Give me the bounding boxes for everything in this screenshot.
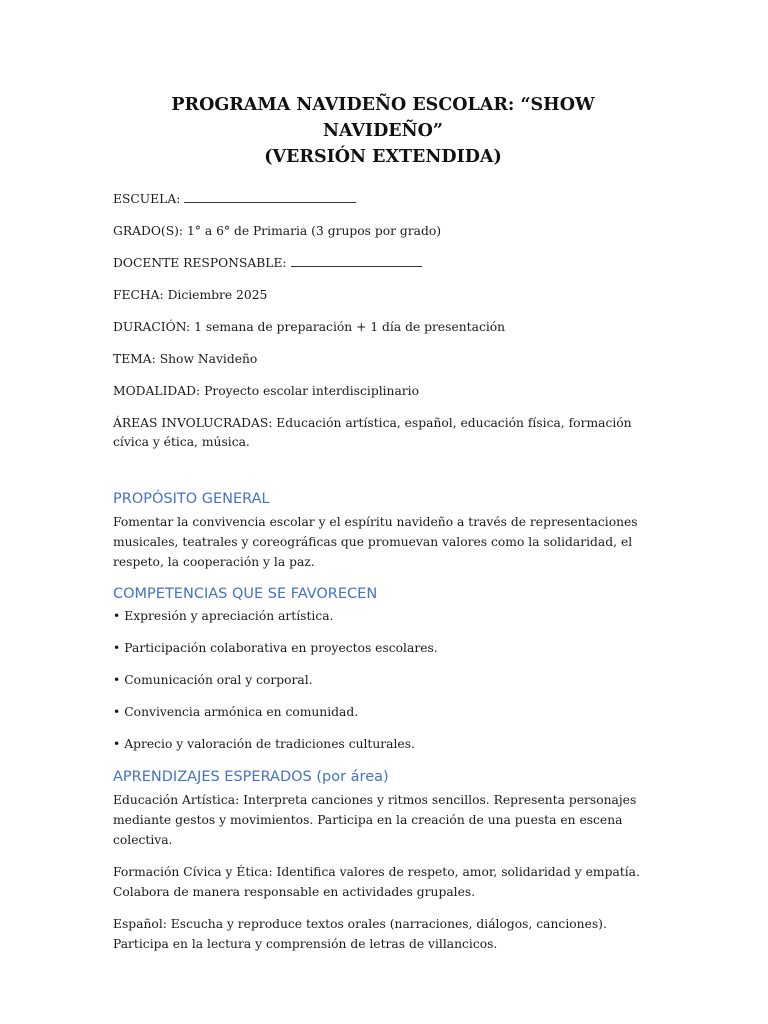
competency-item xyxy=(113,639,653,658)
teacher-label: DOCENTE RESPONSABLE: xyxy=(113,256,287,270)
title-line-2: (VERSIÓN EXTENDIDA) xyxy=(264,147,502,167)
duration-field: DURACIÓN: 1 semana de preparación + 1 día de presentación xyxy=(113,320,506,334)
areas-field: ÁREAS INVOLUCRADAS: Educación artística, español, educación física, formación cívica y ética, música. xyxy=(113,416,632,449)
purpose-heading: PROPÓSITO GENERAL xyxy=(113,491,270,507)
school-field xyxy=(113,190,653,209)
learning-list xyxy=(113,790,653,954)
competency-item xyxy=(113,607,653,626)
bullet-icon: • xyxy=(113,673,121,687)
competency-text: Comunicación oral y corporal. xyxy=(124,673,313,687)
learning-item: Educación Artística: Interpreta canciones y ritmos sencillos. Representa personajes mediante gestos y movimientos. Participa en la creación de una puesta en escena colectiva. xyxy=(113,793,637,847)
teacher-blank-line xyxy=(291,255,422,267)
learning-item: Formación Cívica y Ética: Identifica valores de respeto, amor, solidaridad y empatía. Colabora de manera responsable en actividades grupales. xyxy=(113,865,640,899)
learnings-heading: APRENDIZAJES ESPERADOS (por área) xyxy=(113,769,389,785)
competency-item xyxy=(113,735,653,754)
date-field: FECHA: Diciembre 2025 xyxy=(113,288,268,302)
competency-text: Expresión y apreciación artística. xyxy=(124,609,334,623)
learning-item: Español: Escucha y reproduce textos orales (narraciones, diálogos, canciones). Participa en la lectura y comprensión de letras de villancicos. xyxy=(113,917,607,951)
competencies-heading: COMPETENCIAS QUE SE FAVORECEN xyxy=(113,586,378,602)
competency-text: Aprecio y valoración de tradiciones culturales. xyxy=(124,737,415,751)
bullet-icon: • xyxy=(113,641,121,655)
teacher-field xyxy=(113,254,653,273)
section-spacer xyxy=(113,465,653,489)
competency-item xyxy=(113,671,653,690)
bullet-icon: • xyxy=(113,705,121,719)
competency-text: Participación colaborativa en proyectos escolares. xyxy=(124,641,438,655)
bullet-icon: • xyxy=(113,609,121,623)
competency-text: Convivencia armónica en comunidad. xyxy=(124,705,359,719)
competency-item xyxy=(113,703,653,722)
theme-field: TEMA: Show Navideño xyxy=(113,352,258,366)
school-blank-line xyxy=(184,191,356,203)
purpose-text: Fomentar la convivencia escolar y el espíritu navideño a través de representaciones musicales, teatrales y coreográficas que promuevan valores como la solidaridad, el respeto, la cooperación y la paz. xyxy=(113,515,638,569)
competency-list xyxy=(113,607,653,754)
document-title xyxy=(113,92,653,170)
document-page xyxy=(113,92,653,966)
bullet-icon: • xyxy=(113,737,121,751)
title-line-1: PROGRAMA NAVIDEÑO ESCOLAR: “SHOW NAVIDEÑO” xyxy=(171,95,595,141)
school-label: ESCUELA: xyxy=(113,192,181,206)
modality-field: MODALIDAD: Proyecto escolar interdisciplinario xyxy=(113,384,420,398)
grades-field: GRADO(S): 1° a 6° de Primaria (3 grupos por grado) xyxy=(113,224,442,238)
